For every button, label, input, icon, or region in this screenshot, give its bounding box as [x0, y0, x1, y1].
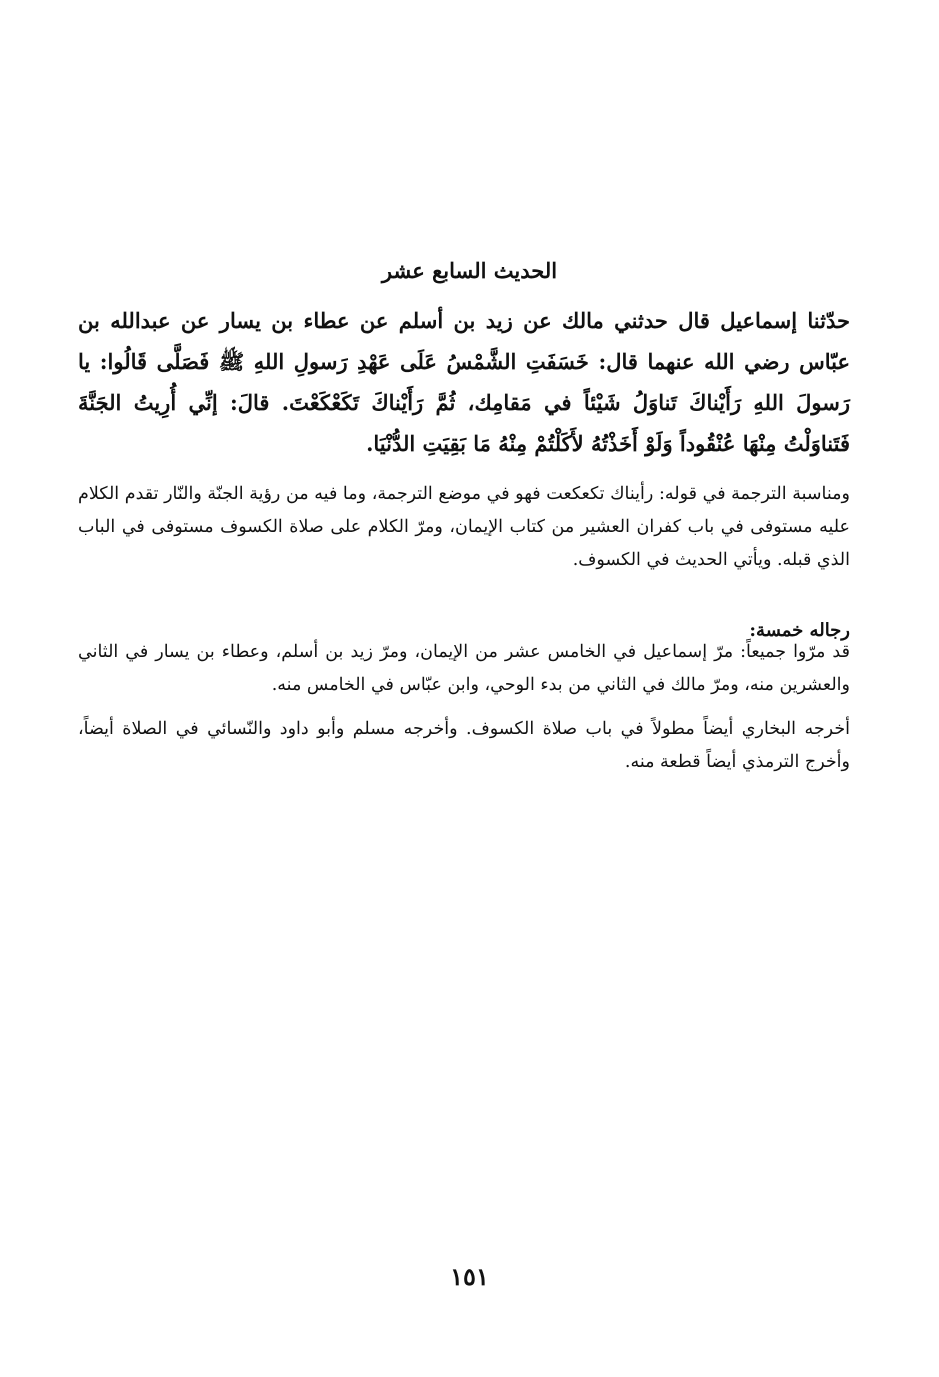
chapter-title: الحديث السابع عشر: [381, 258, 558, 283]
hadith-text: حدّثنا إسماعيل قال حدثني مالك عن زيد بن أسلم عن عطاء بن يسار عن عبدالله بن عبّاس رضي الله عنهما قال: خَسَفَتِ الشَّمْسُ عَلَى عَهْدِ رَسولِ اللهِ ﷺ فَصَلَّى قَالُوا: يا رَسولَ اللهِ رَأَيْناكَ تَناوَلُ شَيْئاً في مَقامِك، ثُمَّ رَأَيْناكَ تَكَعْكَعْتَ. قالَ: إنِّي أُرِيتُ الجَنَّةَ فَتَناوَلْتُ مِنْهَا عُنْقُوداً وَلَوْ أَخَذْتُهُ لأَكَلْتُمْ مِنْهُ مَا بَقِيَتِ الدُّنْيَا.: [78, 308, 850, 456]
narrators-heading: رجاله خمسة:: [749, 620, 850, 641]
commentary-paragraph: ومناسبة الترجمة في قوله: رأيناك تكعكعت فهو في موضع الترجمة، وما فيه من رؤية الجنّة والنّار تقدم الكلام عليه مستوفى في باب كفران العشير من كتاب الإيمان، ومرّ الكلام على صلاة الكسوف مستوفى في الباب الذي قبله. ويأتي الحديث في الكسوف.: [78, 484, 850, 570]
page-number: ١٥١: [450, 1262, 489, 1291]
narrators-paragraph: قد مرّوا جميعاً: مرّ إسماعيل في الخامس عشر من الإيمان، ومرّ زيد بن أسلم، وعطاء بن يسار في الثاني والعشرين منه، ومرّ مالك في الثاني من بدء الوحي، وابن عبّاس في الخامس منه.: [78, 642, 850, 695]
takhrij-paragraph: أخرجه البخاري أيضاً مطولاً في باب صلاة الكسوف. وأخرجه مسلم وأبو داود والنّسائي في الصلاة أيضاً، وأخرج الترمذي أيضاً قطعة منه.: [78, 719, 850, 772]
